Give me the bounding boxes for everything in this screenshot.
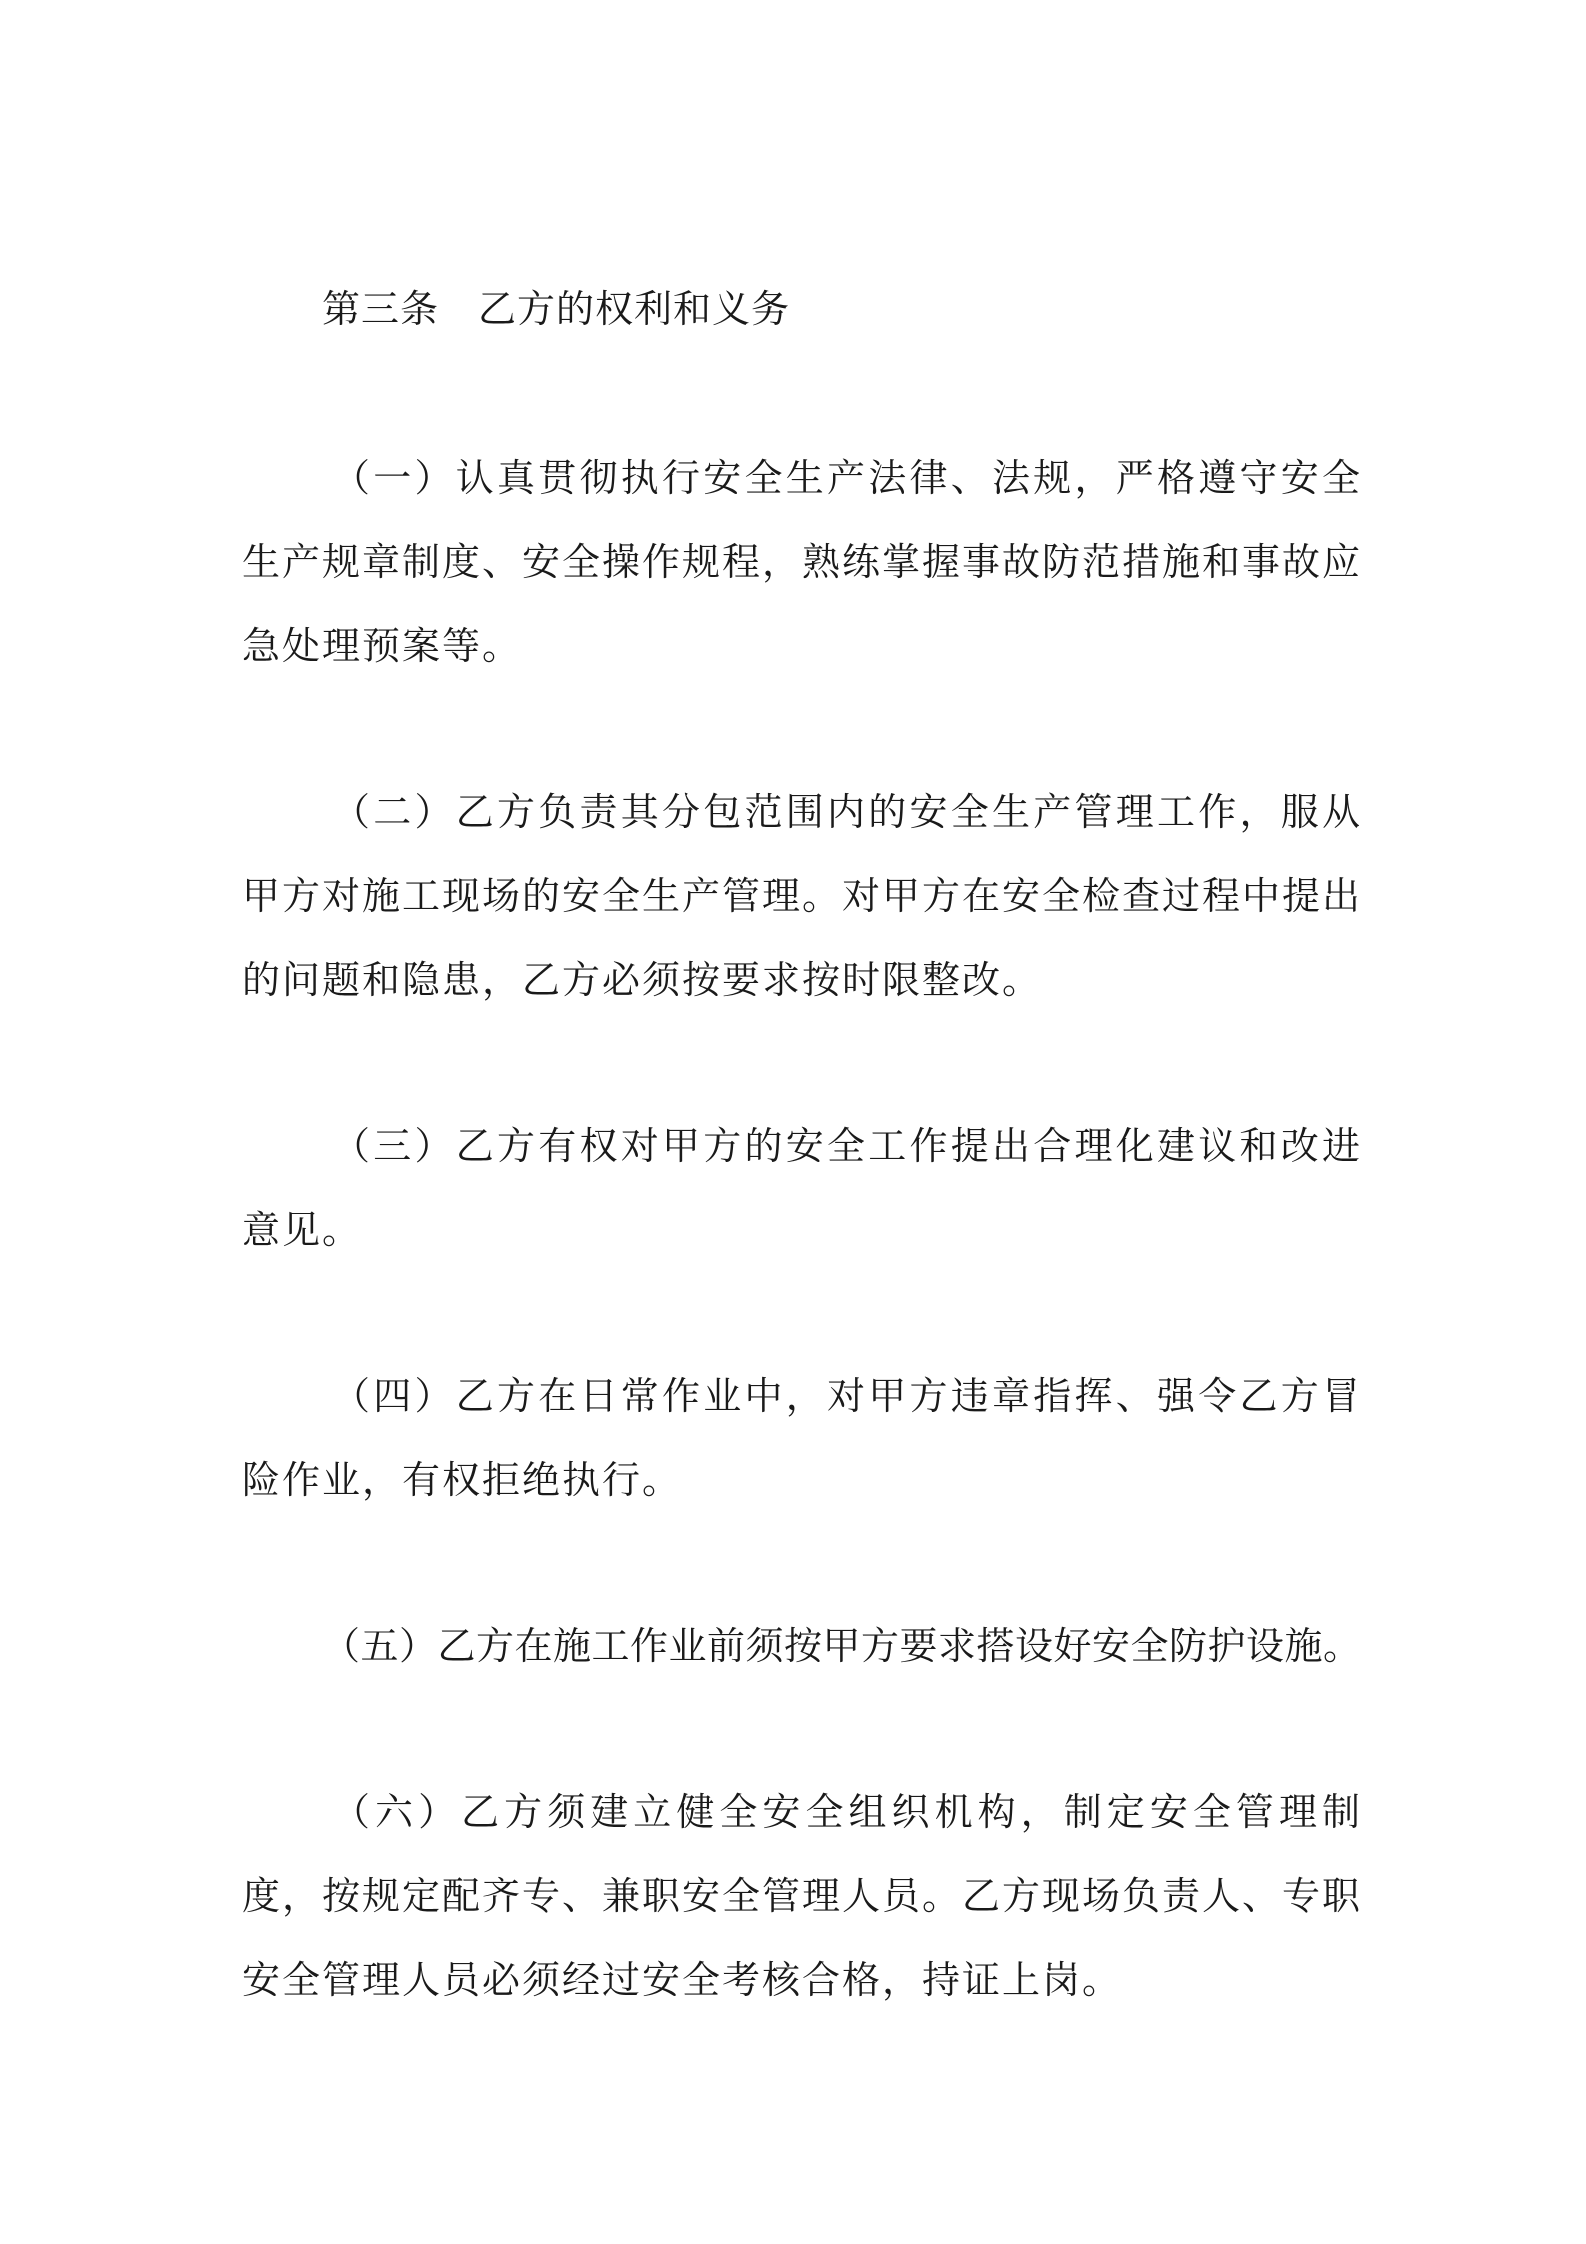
paragraph-5: （五）乙方在施工作业前须按甲方要求搭设好安全防护设施。: [322, 1624, 1362, 1668]
paragraph-4: （四）乙方在日常作业中，对甲方违章指挥、强令乙方冒险作业，有权拒绝执行。: [242, 1374, 1362, 1502]
article-heading: 第三条 乙方的权利和义务: [322, 287, 791, 331]
paragraph-6: （六）乙方须建立健全安全组织机构，制定安全管理制度，按规定配齐专、兼职安全管理人员。乙方现场负责人、专职安全管理人员必须经过安全考核合格，持证上岗。: [242, 1790, 1363, 2002]
paragraph-1: （一）认真贯彻执行安全生产法律、法规，严格遵守安全生产规章制度、安全操作规程，熟练掌握事故防范措施和事故应急处理预案等。: [242, 456, 1363, 668]
paragraph-3: （三）乙方有权对甲方的安全工作提出合理化建议和改进意见。: [242, 1124, 1362, 1252]
paragraph-2: （二）乙方负责其分包范围内的安全生产管理工作，服从甲方对施工现场的安全生产管理。对甲方在安全检查过程中提出的问题和隐患，乙方必须按要求按时限整改。: [242, 790, 1363, 1002]
